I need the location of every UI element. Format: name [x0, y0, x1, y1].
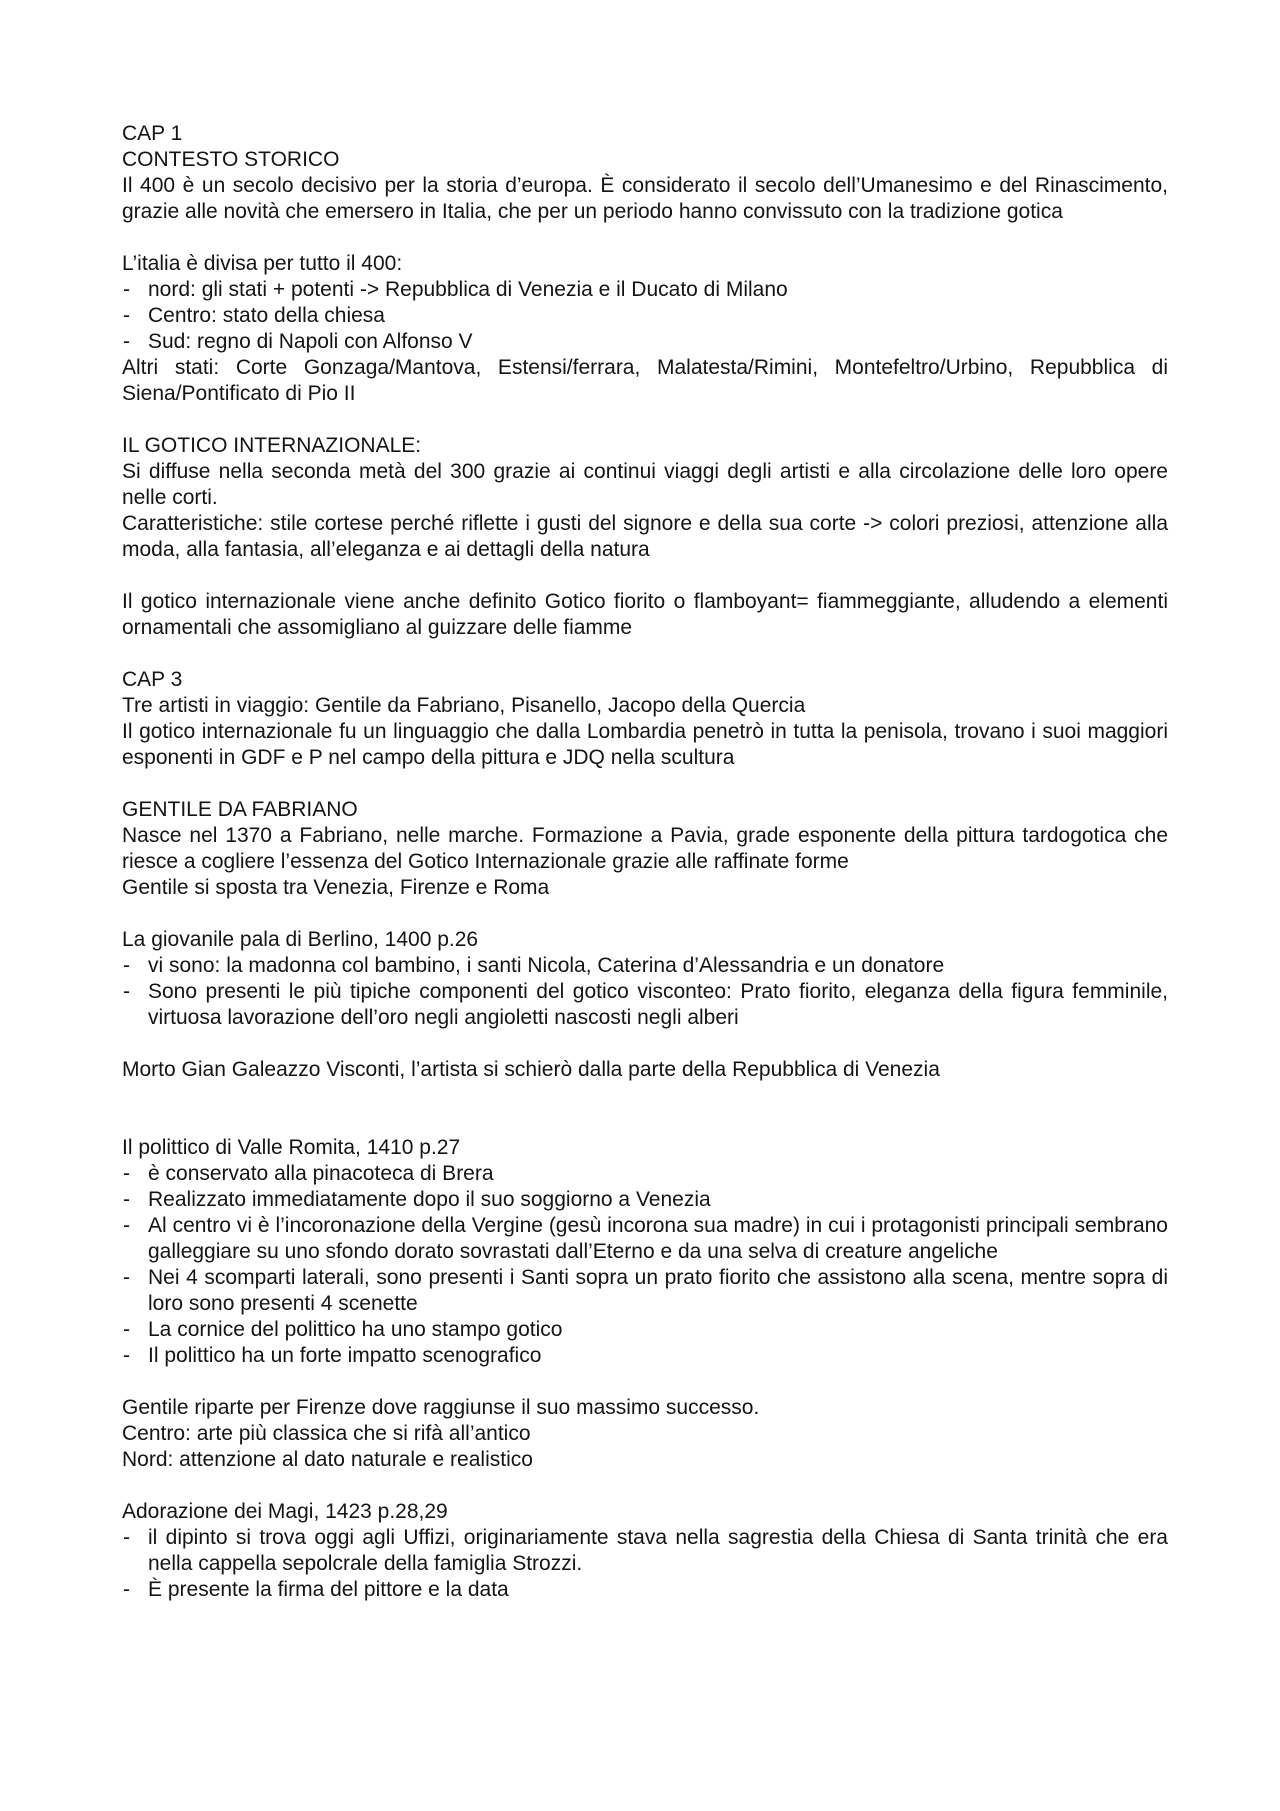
paragraph: Gentile si sposta tra Venezia, Firenze e Roma: [122, 876, 550, 899]
artwork-title: Adorazione dei Magi, 1423 p.28,29: [122, 1500, 448, 1523]
section-heading: GENTILE DA FABRIANO: [122, 798, 358, 821]
list-item: - Nei 4 scomparti laterali, sono presenti i Santi sopra un prato fiorito che assistono alla scena, mentre sopra di loro sono presenti 4 scenette: [122, 1265, 1168, 1317]
paragraph: Morto Gian Galeazzo Visconti, l’artista si schierò dalla parte della Repubblica di Venezia: [122, 1058, 940, 1081]
list-item: - Centro: stato della chiesa: [122, 303, 1168, 329]
chapter-label: CAP 3: [122, 668, 183, 691]
paragraph: Nasce nel 1370 a Fabriano, nelle marche. Formazione a Pavia, grade esponente della pittura tardogotica che riesce a cogliere l’essenza del Gotico Internazionale grazie alle raffinate forme: [122, 824, 1168, 873]
paragraph: Centro: arte più classica che si rifà all’antico: [122, 1422, 531, 1445]
list-item: - Sud: regno di Napoli con Alfonso V: [122, 329, 1168, 355]
paragraph: Altri stati: Corte Gonzaga/Mantova, Estensi/ferrara, Malatesta/Rimini, Montefeltro/Urbino, Repubblica di Siena/Pontificato di Pio II: [122, 356, 1168, 405]
document-page: [122, 121, 1168, 1603]
paragraph: Il 400 è un secolo decisivo per la storia d’europa. È considerato il secolo dell’Umanesimo e del Rinascimento, grazie alle novità che emersero in Italia, che per un periodo hanno convissuto con la tradizione gotica: [122, 174, 1168, 223]
list-item: - È presente la firma del pittore e la data: [122, 1577, 1168, 1603]
paragraph: Il gotico internazionale viene anche definito Gotico fiorito o flamboyant= fiammeggiante, alludendo a elementi ornamentali che assomigliano al guizzare delle fiamme: [122, 590, 1168, 639]
paragraph: Gentile riparte per Firenze dove raggiunse il suo massimo successo.: [122, 1396, 760, 1419]
chapter-label: CAP 1: [122, 122, 183, 145]
paragraph: Si diffuse nella seconda metà del 300 grazie ai continui viaggi degli artisti e alla circolazione delle loro opere nelle corti.: [122, 460, 1168, 509]
list-item: - Il polittico ha un forte impatto scenografico: [122, 1343, 1168, 1369]
paragraph: Tre artisti in viaggio: Gentile da Fabriano, Pisanello, Jacopo della Quercia: [122, 694, 806, 717]
paragraph: L’italia è divisa per tutto il 400:: [122, 252, 403, 275]
list-item: - vi sono: la madonna col bambino, i santi Nicola, Caterina d’Alessandria e un donatore: [122, 953, 1168, 979]
artwork-title: Il polittico di Valle Romita, 1410 p.27: [122, 1136, 461, 1159]
list-item: - La cornice del polittico ha uno stampo gotico: [122, 1317, 1168, 1343]
section-heading: CONTESTO STORICO: [122, 148, 340, 171]
paragraph: Nord: attenzione al dato naturale e realistico: [122, 1448, 533, 1471]
list-item: - Sono presenti le più tipiche componenti del gotico visconteo: Prato fiorito, eleganza della figura femminile, virtuosa lavorazione dell’oro negli angioletti nascosti negli alberi: [122, 979, 1168, 1031]
list-item: - il dipinto si trova oggi agli Uffizi, originariamente stava nella sagrestia della Chiesa di Santa trinità che era nella cappella sepolcrale della famiglia Strozzi.: [122, 1525, 1168, 1577]
list-item: - nord: gli stati + potenti -> Repubblica di Venezia e il Ducato di Milano: [122, 277, 1168, 303]
paragraph: Caratteristiche: stile cortese perché riflette i gusti del signore e della sua corte -> colori preziosi, attenzione alla moda, alla fantasia, all’eleganza e ai dettagli della natura: [122, 512, 1168, 561]
list-item: - Al centro vi è l’incoronazione della Vergine (gesù incorona sua madre) in cui i protagonisti principali sembrano galleggiare su uno sfondo dorato sovrastati dall’Eterno e da una selva di creature angeliche: [122, 1213, 1168, 1265]
list-item: - Realizzato immediatamente dopo il suo soggiorno a Venezia: [122, 1187, 1168, 1213]
section-heading: IL GOTICO INTERNAZIONALE:: [122, 434, 422, 457]
paragraph: Il gotico internazionale fu un linguaggio che dalla Lombardia penetrò in tutta la penisola, trovano i suoi maggiori esponenti in GDF e P nel campo della pittura e JDQ nella scultura: [122, 720, 1168, 769]
artwork-title: La giovanile pala di Berlino, 1400 p.26: [122, 928, 479, 951]
list-item: - è conservato alla pinacoteca di Brera: [122, 1161, 1168, 1187]
